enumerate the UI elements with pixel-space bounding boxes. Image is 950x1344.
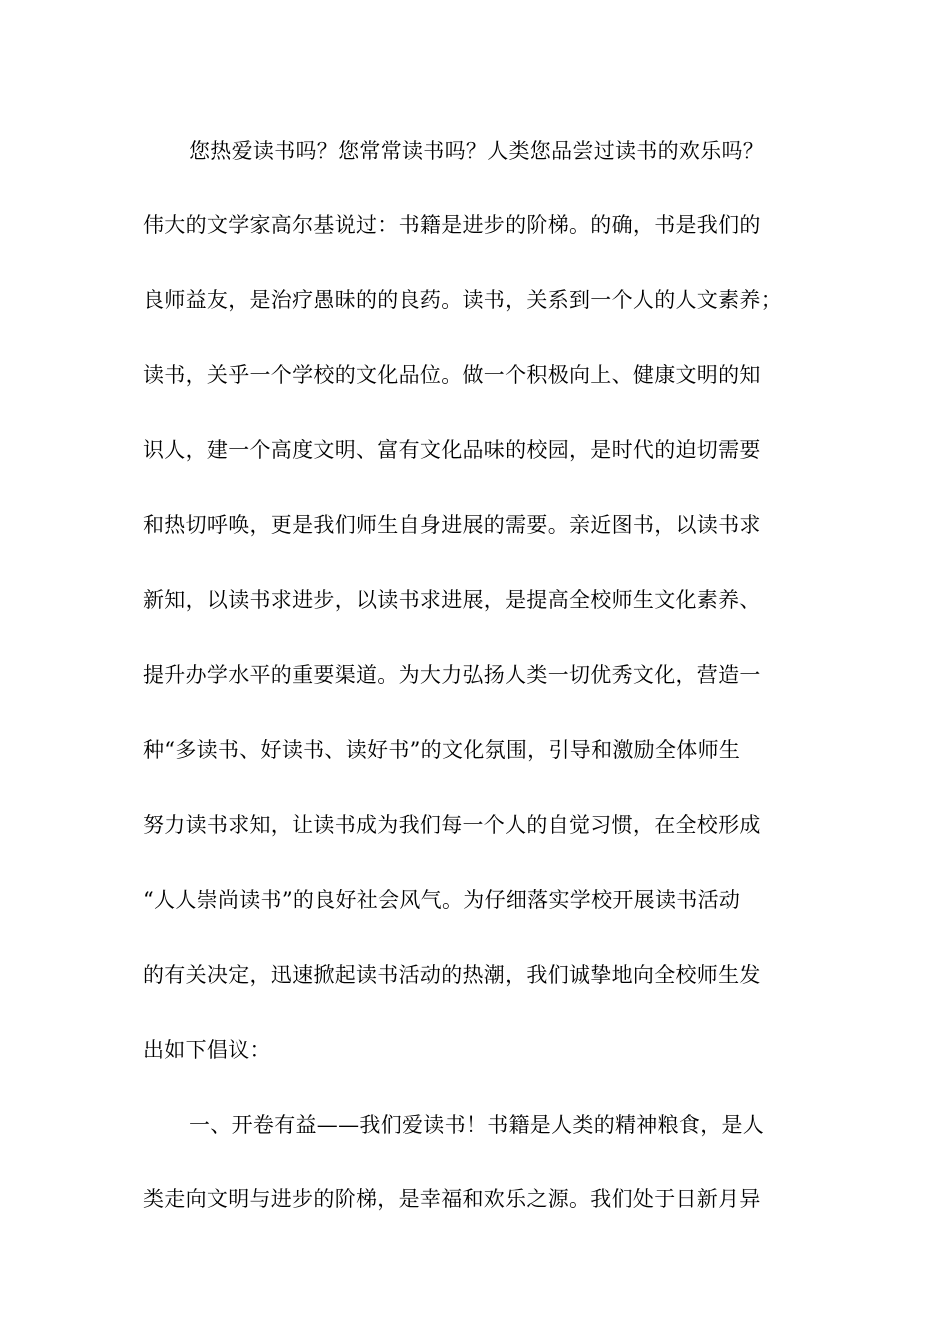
paragraph-line: 努力读书求知，让读书成为我们每一个人的自觉习惯，在全校形成 <box>143 813 761 837</box>
paragraph-line: “人人崇尚读书”的良好社会风气。为仔细落实学校开展读书活动 <box>143 888 741 912</box>
paragraph-line: 提升办学水平的重要渠道。为大力弘扬人类一切优秀文化，营造一 <box>143 663 761 687</box>
paragraph-line: 的有关决定，迅速掀起读书活动的热潮，我们诚挚地向全校师生发 <box>143 963 761 987</box>
paragraph-line: 良师益友，是治疗愚昧的的良药。读书，关系到一个人的人文素养； <box>143 288 782 312</box>
paragraph-line: 种“多读书、好读书、读好书”的文化氛围，引导和激励全体师生 <box>143 738 741 762</box>
paragraph-line: 新知，以读书求进步，以读书求进展，是提高全校师生文化素养、 <box>143 588 761 612</box>
paragraph-line: 读书，关乎一个学校的文化品位。做一个积极向上、健康文明的知 <box>143 363 761 387</box>
paragraph-line: 出如下倡议： <box>143 1038 271 1062</box>
paragraph-line: 一、开卷有益——我们爱读书！书籍是人类的精神粮食，是人 <box>189 1113 765 1137</box>
paragraph-line: 伟大的文学家高尔基说过：书籍是进步的阶梯。的确，书是我们的 <box>143 213 761 237</box>
paragraph-line: 识人，建一个高度文明、富有文化品味的校园，是时代的迫切需要 <box>143 438 761 462</box>
paragraph-line: 您热爱读书吗？您常常读书吗？人类您品尝过读书的欢乐吗？ <box>189 139 765 163</box>
paragraph-line: 类走向文明与进步的阶梯，是幸福和欢乐之源。我们处于日新月异 <box>143 1187 761 1211</box>
paragraph-line: 和热切呼唤，更是我们师生自身进展的需要。亲近图书，以读书求 <box>143 513 761 537</box>
